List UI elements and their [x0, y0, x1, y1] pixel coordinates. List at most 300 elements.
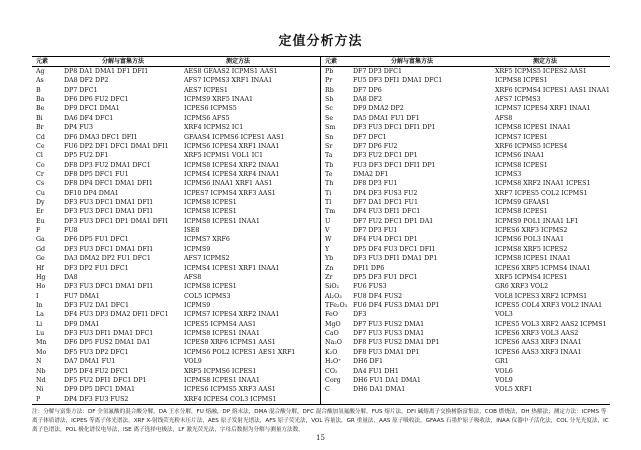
table-row	[321, 123, 610, 132]
table-header-right	[321, 57, 610, 67]
element-cell: U	[325, 217, 331, 225]
analysis-cell: DF7 DP6	[353, 86, 382, 94]
analysis-cell: DF7 DP3 DFC1	[353, 68, 402, 75]
analysis-cell: DF9 DFC1 DMA1	[64, 105, 120, 113]
analysis-cell: DFI1 DP6	[353, 264, 385, 272]
element-cell: Co	[36, 161, 45, 169]
table-row	[32, 235, 320, 244]
analysis-cell: DF6 DP6 FU2 DFC1	[64, 96, 129, 104]
footnote: 注：分解与富集方法：DF 全氢氟酸的混合酸分解，DA 王水分解，FU 熔融，DP 熔末法，DMA 混合酸分解，DFC 混合酸加氢氟酸分解，FUS 熔片法，DFI 碱熔离子交换树脂富集法，COB 燃烧法，DH 热解法；测定方法：ICPMS 等离子体质谱法，ICPES 等离子体光谱法，XRF X-射线荧光粉末压片法，AES 原子发射光谱法，AFS 原子荧光法，VOL 容量法，GR 重量法，AAS 原子吸收法，GFAAS 石墨炉原子吸收法，INAA 仪器中子活化法，COL 分光光度法，IC 离子色谱法，POL 极化谱仪电导法，ISE 离子选择电极法，LF 激光荧光法，字母后数据为分解与测量方法数。	[32, 409, 609, 433]
method-cell: AFS7 ICPMS2	[184, 255, 230, 263]
analysis-cell: DF4 FU3 DP3 DMA2 DFI1 DFC1	[64, 311, 169, 319]
element-cell: Th	[325, 180, 334, 188]
analysis-cell: DF10 DP4 DMA1	[64, 189, 119, 197]
analysis-cell: DF3 DP2 FU1 DFC1	[64, 264, 129, 272]
element-cell: Sr	[325, 142, 333, 150]
method-cell: ICPMS6 AFS5	[184, 114, 230, 122]
analysis-cell: FU5 DF3 DFI1 DMA1 DFC1	[353, 77, 443, 85]
method-cell: XRF7 ICPES5 COL2 ICPMS1	[495, 189, 588, 197]
table-row	[32, 86, 320, 95]
method-cell: AFS8	[495, 114, 513, 122]
table-row	[32, 301, 320, 310]
element-cell: Mn	[36, 339, 47, 347]
element-cell: Lu	[36, 330, 45, 338]
element-cell: Be	[36, 105, 45, 113]
element-cell: Ce	[36, 142, 45, 150]
element-cell: Eu	[36, 217, 45, 225]
element-cell: Hg	[36, 273, 46, 281]
method-cell: XRF6 ICPMS4 ICPES1 AAS1 INAA1	[495, 86, 610, 94]
method-cell: ICPES6 ICPMS5	[184, 105, 237, 113]
method-cell: ICPMS4 ICPES1 XRF1 INAA1	[184, 264, 280, 272]
element-cell: MgO	[325, 320, 341, 328]
analysis-cell: FU6 DP2 DF1 DFC1 DMA1 DFI1	[64, 142, 169, 150]
analysis-cell: DA8 DF2	[353, 96, 383, 104]
table-row	[32, 67, 320, 76]
table-row	[32, 207, 320, 216]
analysis-cell: DF7 FU3 FUS3 DMA1	[353, 330, 425, 338]
header-analysis: 分解与富集方法	[391, 58, 434, 65]
header-method: 测定方法	[226, 58, 251, 65]
table-row	[321, 329, 610, 338]
table-row	[32, 170, 320, 179]
table-row	[32, 385, 320, 394]
method-cell: ICPES5 VOL3 XRF2 AAS2 ICPMS1	[495, 320, 607, 328]
analysis-cell: DF4 FU3 DFI1 DFC1	[353, 208, 421, 216]
element-cell: Tm	[325, 208, 336, 216]
method-cell: XRF5 ICPMS1 VOL1 IC1	[184, 152, 264, 160]
method-cell: ICPMS8 ICPES1	[184, 208, 237, 216]
method-cell: ICPMS4 ICPES4 XRF4 INAA1	[184, 170, 280, 178]
element-cell: Corg	[325, 376, 341, 384]
analysis-cell: DA8	[64, 273, 78, 281]
table-row	[321, 385, 610, 394]
analysis-cell: DF3	[353, 311, 367, 319]
table-row	[321, 367, 610, 376]
analysis-cell: DF3 FU3 DFC1 DMA1 DFI1	[64, 208, 154, 216]
table-row	[32, 179, 320, 188]
method-cell: GFAAS4 ICPMS6 ICPES1 AAS1	[184, 133, 285, 141]
method-cell: AES7 ICPES1	[184, 86, 228, 94]
analysis-cell: DA3 DMA2 DP2 FU1 DFC1	[64, 255, 151, 263]
method-cell: ICPMS8 ICPES4 XRF2 INAA1	[184, 161, 280, 169]
table-row	[321, 217, 610, 226]
method-cell: ICPES8 XRF6 ICPMS1 AAS1	[184, 339, 276, 347]
data-table	[32, 56, 610, 405]
table-row	[321, 170, 610, 179]
table-row	[32, 254, 320, 263]
method-cell: VOL5 XRF1	[495, 386, 533, 394]
method-cell: ICPES6 XRF3 ICPMS2	[495, 227, 568, 235]
analysis-cell: DA5 DMA1 FU1 DF1	[353, 114, 420, 122]
element-cell: Sm	[325, 124, 336, 132]
table-row	[321, 76, 610, 85]
method-cell: ICPMS8 ICPES1 INAA1	[495, 255, 571, 263]
method-cell: ICPMS9 POL1 INAA1 LF1	[495, 217, 579, 225]
analysis-cell: DA6 DF4 DFC1	[64, 114, 114, 122]
element-cell: La	[36, 311, 44, 319]
table-row	[321, 254, 610, 263]
method-cell: ICPMS9 GFAAS1	[495, 199, 550, 207]
element-cell: Cl	[36, 152, 43, 160]
table-row	[32, 245, 320, 254]
element-cell: Hf	[36, 264, 44, 272]
table-row	[321, 357, 610, 366]
analysis-cell: DF6 DMA3 DFC1 DFI1	[64, 133, 138, 141]
element-cell: Y	[325, 245, 330, 253]
table-row	[321, 301, 610, 310]
analysis-cell: DF3 FU3 DFC1 DFI1 DP1	[353, 124, 436, 132]
method-cell: XRF6 ICPMS5 ICPES4	[495, 142, 568, 150]
analysis-cell: DP4 FU3	[64, 124, 93, 132]
element-cell: Rb	[325, 86, 334, 94]
header-analysis: 分解与富集方法	[102, 58, 145, 65]
method-cell: ICPMS6 INAA1 XRF1 AAS1	[184, 180, 273, 188]
element-cell: Te	[325, 170, 333, 178]
element-cell: Pr	[325, 77, 333, 85]
table-row	[32, 76, 320, 85]
table-row	[32, 329, 320, 338]
element-cell: Sn	[325, 133, 334, 141]
table-row	[32, 348, 320, 357]
element-cell: SiO₂	[325, 283, 340, 291]
method-cell: AFS8	[184, 273, 202, 281]
analysis-cell: FU8	[64, 227, 78, 235]
element-cell: Dy	[36, 199, 45, 207]
analysis-cell: DF4 FU4 DFC1 DP1	[353, 236, 418, 244]
element-cell: Nd	[36, 376, 46, 384]
element-cell: Bi	[36, 114, 43, 122]
table-row	[32, 198, 320, 207]
analysis-cell: DF7 DP6 FU2	[353, 142, 398, 150]
method-cell: ICPES6 XRF5 ICPMS4 INAA1	[495, 264, 591, 272]
method-cell: ISE8	[184, 227, 200, 235]
analysis-cell: DP5 DF3 FU1 DFC1	[353, 273, 418, 281]
analysis-cell: DP8 DA1 DMA1 DF1 DFI1	[64, 68, 149, 75]
analysis-cell: DF3 FU3 DFI1 DMA1 DP1	[353, 255, 438, 263]
method-cell: VOL3	[495, 311, 513, 319]
table-row	[32, 123, 320, 132]
table-row	[32, 292, 320, 301]
element-cell: W	[325, 236, 332, 244]
element-cell: Tb	[325, 161, 334, 169]
element-cell: C	[325, 386, 330, 394]
table-row	[32, 367, 320, 376]
element-cell: Cs	[36, 180, 45, 188]
method-cell: ICPES5 ICPMS4 AAS1	[184, 320, 257, 328]
table-row	[321, 151, 610, 160]
table-row	[321, 179, 610, 188]
method-cell: AES8 GFAAS2 ICPMS1 AAS1	[184, 68, 278, 75]
method-cell: ICPES5 COL4 XRF3 VOL2 INAA1	[495, 301, 603, 309]
element-cell: FeO	[325, 311, 338, 319]
table-row	[321, 189, 610, 198]
method-cell: ICPMS8 ICPES1	[184, 199, 237, 207]
method-cell: VOL6	[495, 367, 513, 375]
analysis-cell: FU6 FUS3	[353, 283, 387, 291]
method-cell: ICPMS6 POL2 ICPES1 AES1 XRF1	[184, 348, 296, 356]
method-cell: ICPES6 AAS3 XRF3 INAA1	[495, 339, 582, 347]
method-cell: ICPMS7 XRF6	[184, 236, 230, 244]
method-cell: ICPMS8 ICPES1	[184, 283, 237, 291]
element-cell: Gd	[36, 245, 46, 253]
table-row	[321, 282, 610, 291]
analysis-cell: DF8 FU3 DMA1 DP1	[353, 348, 420, 356]
element-cell: Yb	[325, 255, 334, 263]
table-row	[321, 273, 610, 282]
element-cell: H₂O⁺	[325, 358, 342, 366]
analysis-cell: DA8 DF2 DP2	[64, 77, 109, 85]
method-cell: ICPMS8 XRF5 ICPES2	[495, 245, 568, 253]
analysis-cell: DP5 DF4 FU3 DFC1 DFI1	[353, 245, 436, 253]
table-row	[32, 95, 320, 104]
table-row	[321, 376, 610, 385]
table-row	[321, 142, 610, 151]
method-cell: ICPMS8 ICPES1 INAA1	[184, 330, 260, 338]
analysis-cell: FU7 DMA1	[64, 292, 100, 300]
element-cell: Ta	[325, 152, 333, 160]
analysis-cell: DF8 DP3 FU1	[353, 180, 398, 188]
analysis-cell: FU3 DF3 DFC1 DFI1 DP1	[353, 161, 436, 169]
method-cell: VOL9	[184, 358, 202, 366]
method-cell: COL5 ICPMS3	[184, 292, 231, 300]
method-cell: ICPMS8 ICPES1	[495, 208, 548, 216]
table-row	[321, 67, 610, 76]
analysis-cell: DA7 DMA1 FU1	[64, 358, 116, 366]
table-row	[32, 151, 320, 160]
method-cell: XRF4 ICPMS2 IC1	[184, 124, 244, 132]
element-cell: Pb	[325, 68, 334, 75]
table-row	[321, 86, 610, 95]
table-row	[32, 226, 320, 235]
table-row	[32, 189, 320, 198]
method-cell: ICPMS9	[184, 245, 211, 253]
element-cell: Sc	[325, 105, 333, 113]
method-cell: ICPMS8 ICPES1 INAA1	[184, 217, 260, 225]
analysis-cell: DF8 DP4 DFC1 DMA1 DFI1	[64, 180, 153, 188]
analysis-cell: DP7 DFC1	[64, 86, 98, 94]
table-row	[32, 161, 320, 170]
analysis-cell: DF6 DP5 FU1 DFC1	[64, 236, 129, 244]
element-cell: Ga	[36, 236, 45, 244]
table-row	[321, 161, 610, 170]
element-cell: Li	[36, 320, 43, 328]
table-row	[321, 226, 610, 235]
table-row	[32, 217, 320, 226]
table-left-half	[32, 57, 321, 404]
analysis-cell: DH6 DA1 DMA1	[353, 386, 406, 394]
element-cell: Cu	[36, 189, 45, 197]
element-cell: N	[36, 358, 42, 366]
element-cell: B	[36, 86, 41, 94]
table-right-half	[321, 57, 610, 404]
method-cell: ICPMS8 ICPES1 INAA1	[184, 376, 260, 384]
element-cell: Ge	[36, 255, 45, 263]
analysis-cell: DF3 FU3 DFC1 DMA1 DFI1	[64, 283, 154, 291]
table-row	[321, 338, 610, 347]
table-row	[32, 395, 320, 404]
table-row	[32, 376, 320, 385]
table-row	[321, 310, 610, 319]
method-cell: VOL8 ICPES3 XRF2 ICPMS1	[495, 292, 588, 300]
method-cell: XRF4 ICPES4 COL3 ICPMS1	[184, 395, 277, 403]
table-row	[321, 114, 610, 123]
analysis-cell: DH6 FU1 DA1 DMA1	[353, 376, 421, 384]
method-cell: ICPMS8 ICPES1 INAA1	[495, 124, 571, 132]
page-title: 定值分析方法	[278, 34, 363, 49]
element-cell: CO₂	[325, 367, 338, 375]
table-row	[321, 198, 610, 207]
analysis-cell: DP5 FU2 DF1	[64, 152, 109, 160]
method-cell: VOL9	[495, 376, 513, 384]
analysis-cell: DF3 FU3 DFC1 DP1 DMA1 DFI1	[64, 217, 169, 225]
method-cell: ICPES7 ICPMS4 XRF3 AAS1	[184, 189, 276, 197]
element-cell: Ho	[36, 283, 46, 291]
method-cell: ICPMS8 ICPES1	[495, 161, 548, 169]
method-cell: ICPMS7 ICPES1	[495, 133, 548, 141]
analysis-cell: DF9 DMA2 DP2	[353, 105, 404, 113]
element-cell: Al₂O₃	[325, 292, 342, 300]
table-row	[32, 264, 320, 273]
table-body-left	[32, 67, 320, 404]
analysis-cell: DF3 FU3 DFI1 DMA1 DFC1	[64, 330, 154, 338]
element-cell: K₂O	[325, 348, 338, 356]
element-cell: Zn	[325, 264, 334, 272]
method-cell: ICPMS6 INAA1	[495, 152, 545, 160]
table-row	[321, 133, 610, 142]
element-cell: Nb	[36, 367, 46, 375]
analysis-cell: DH6 DF1	[353, 358, 383, 366]
element-cell: Ba	[36, 96, 45, 104]
element-cell: Sb	[325, 96, 334, 104]
method-cell: AFS7 ICPMS3	[495, 96, 541, 104]
analysis-cell: DMA2 DF1	[353, 170, 389, 178]
header-method: 测定方法	[533, 58, 558, 65]
table-row	[32, 338, 320, 347]
method-cell: XRF5 ICPMS6 ICPES1	[184, 367, 257, 375]
table-row	[32, 142, 320, 151]
analysis-cell: DF9 DMA1	[64, 320, 100, 328]
element-cell: P	[36, 395, 41, 403]
table-body-right	[321, 67, 610, 395]
method-cell: ICPMS7 ICPES4 XRF1 INAA1	[495, 105, 591, 113]
element-cell: Ni	[36, 386, 44, 394]
analysis-cell: DF8 DP3 FU2 DMA1 DFC1	[64, 161, 151, 169]
analysis-cell: DF3 FU2 DA1 DFC1	[64, 301, 129, 309]
table-row	[32, 357, 320, 366]
element-cell: Ti	[325, 189, 332, 197]
method-cell: XRF5 ICPMS5 ICPES2 AAS1	[495, 68, 587, 75]
analysis-cell: DF6 DP5 FUS2 DMA1 DA1	[64, 339, 151, 347]
method-cell: ICPES6 XRF3 VOL3 AAS2	[495, 330, 579, 338]
analysis-cell: DF7 FU2 DFC1 DP1 DA1	[353, 217, 434, 225]
analysis-cell: DF9 DP5 DFC1 DMA1	[64, 386, 136, 394]
method-cell: ICPES6 AAS3 XRF3 INAA1	[495, 348, 582, 356]
element-cell: Er	[36, 208, 44, 216]
element-cell: I	[36, 292, 39, 300]
element-cell: In	[36, 301, 43, 309]
method-cell: ICPMS9 XRF5 INAA1	[184, 96, 254, 104]
analysis-cell: DA4 FU1 DH1	[353, 367, 399, 375]
analysis-cell: DF5 FU2 DFI1 DFC1 DP1	[64, 376, 147, 384]
element-cell: V	[325, 227, 330, 235]
element-cell: Se	[325, 114, 334, 122]
analysis-cell: DF7 DFC1	[353, 133, 387, 141]
analysis-cell: FU8 DF4 FUS2	[353, 292, 403, 300]
analysis-cell: DF8 FU3 FUS2 DMA1 DP1	[353, 339, 440, 347]
table-row	[32, 282, 320, 291]
method-cell: ICPMS3	[495, 170, 522, 178]
element-cell: TFe₂O₃	[325, 301, 348, 309]
table-row	[32, 133, 320, 142]
table-row	[32, 273, 320, 282]
element-cell: Cr	[36, 170, 44, 178]
table-row	[321, 104, 610, 113]
table-row	[321, 292, 610, 301]
analysis-cell: DF7 DA1 DFC1 FU1	[353, 199, 418, 207]
table-row	[32, 320, 320, 329]
table-row	[321, 320, 610, 329]
method-cell: ICPMS7 ICPES4 XRF2 INAA1	[184, 311, 280, 319]
method-cell: GR6 XRF3 VOL2	[495, 283, 549, 291]
table-row	[32, 114, 320, 123]
analysis-cell: DF3 FU3 DFC1 DMA1 DFI1	[64, 245, 154, 253]
table-row	[321, 245, 610, 254]
method-cell: ICPES6 ICPMS5 XRF3 AAS1	[184, 386, 276, 394]
element-cell: F	[36, 227, 41, 235]
table-row	[321, 348, 610, 357]
analysis-cell: DF7 DP3 FU1	[353, 227, 398, 235]
element-cell: Tl	[325, 199, 332, 207]
element-cell: As	[36, 77, 44, 85]
element-cell: Mo	[36, 348, 47, 356]
analysis-cell: DP4 DF3 FU3 FUS2	[64, 395, 129, 403]
analysis-cell: FU6 DF4 FUS3 DMA1 DP1	[353, 301, 440, 309]
method-cell: ICPMS9	[184, 301, 211, 309]
method-cell: ICPMS8 XRF2 INAA1 ICPES1	[495, 180, 591, 188]
method-cell: ICPMS6 ICPES4 XRF1 INAA1	[184, 142, 280, 150]
page-number: 15	[316, 434, 325, 442]
method-cell: AFS7 ICPMS3 XRF1 INAA1	[184, 77, 273, 85]
table-row	[321, 207, 610, 216]
element-cell: Na₂O	[325, 339, 342, 347]
method-cell: XRF5 ICPMS4 ICPES1	[495, 273, 568, 281]
table-row	[321, 95, 610, 104]
analysis-cell: DF7 FU3 FUS2 DMA1	[353, 320, 425, 328]
analysis-cell: DF5 FU3 DP2 DFC1	[64, 348, 129, 356]
method-cell: ICPMS6 POL3 INAA1	[495, 236, 564, 244]
element-cell: Zr	[325, 273, 333, 281]
table-row	[32, 104, 320, 113]
analysis-cell: DP4 DF3 FUS3 FU2	[353, 189, 418, 197]
table-row	[321, 235, 610, 244]
method-cell: GR1	[495, 358, 509, 366]
header-element: 元素	[325, 58, 338, 65]
table-row	[321, 264, 610, 273]
analysis-cell: DF3 FU3 DFC1 DMA1 DFI1	[64, 199, 154, 207]
element-cell: CaO	[325, 330, 339, 338]
element-cell: Ag	[36, 68, 45, 75]
element-cell: Br	[36, 124, 44, 132]
analysis-cell: DF8 DP5 DFC1 FU1	[64, 170, 129, 178]
analysis-cell: DF3 FU2 DFC1 DP1	[353, 152, 418, 160]
method-cell: ICPMS8 ICPES1	[495, 77, 548, 85]
header-element: 元素	[36, 58, 49, 65]
element-cell: Cd	[36, 133, 45, 141]
table-header-left	[32, 57, 320, 67]
table-row	[32, 310, 320, 319]
analysis-cell: DP5 DF4 FU2 DFC1	[64, 367, 129, 375]
